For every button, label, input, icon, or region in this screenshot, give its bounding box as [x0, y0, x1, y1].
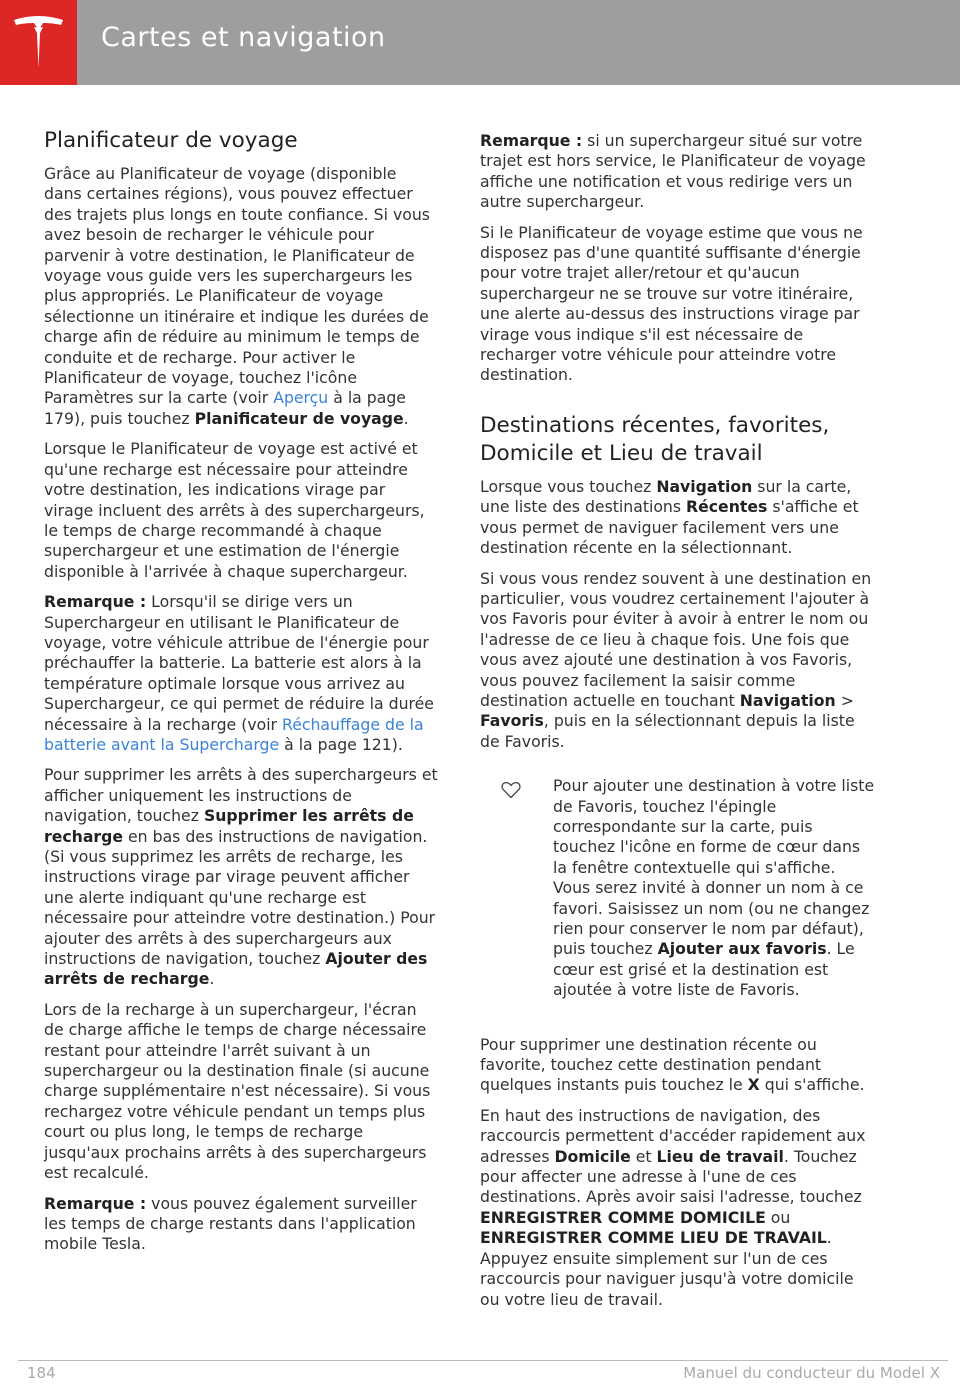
tip-text: Pour ajouter une destination à votre liste de Favoris, touchez l'épingle correspondante sur la carte, puis touchez l'icône en forme de cœur dans la fenêtre contextuelle qui s'affiche. Vous serez invité à donner un nom à ce favori. Saisissez un nom (ou ne changez rien pour conserver le nom par défaut), puis touchez Ajouter aux favoris. Le cœur est grisé et la destination est ajoutée à votre liste de Favoris.	[553, 776, 875, 1000]
note-label: Remarque :	[480, 131, 583, 150]
manual-title: Manuel du conducteur du Model X	[683, 1364, 940, 1382]
paragraph: Si vous vous rendez souvent à une destination en particulier, vous voudrez certainement l'ajouter à vos Favoris pour éviter à avoir à entrer le nom ou l'adresse de ce lieu à chaque fois. Une fois que vous avez ajouté une destination à vos Favoris, vous pouvez facilement la saisir comme destination actuelle en touchant Navigation > Favoris, puis en la sélectionnant depuis la liste de Favoris.	[480, 568, 872, 751]
note: Remarque : si un superchargeur situé sur votre trajet est hors service, le Planificateur de voyage affiche une notification et vous redirige vers un autre superchargeur.	[480, 131, 866, 212]
link-battery-preheat[interactable]: Réchauffage de la batterie avant la Supercharge	[44, 714, 424, 754]
paragraph: Si le Planificateur de voyage estime que vous ne disposez pas d'une quantité suffisante d'énergie pour votre trajet aller/retour et qu'aucun superchargeur ne se trouve sur votre itinéraire, une alerte au-dessus des instructions virage par virage vous indique s'il est nécessaire de recharger votre véhicule pour atteindre votre destination.	[480, 222, 863, 385]
footer-divider	[18, 1360, 948, 1361]
section-heading-destinations: Destinations récentes, favorites, Domicile et Lieu de travail	[480, 412, 830, 466]
section-heading-trip-planner: Planificateur de voyage	[44, 128, 298, 153]
link-apercu[interactable]: Aperçu	[273, 388, 329, 408]
heart-icon	[501, 781, 521, 799]
note: Remarque : Lorsqu'il se dirige vers un Superchargeur en utilisant le Planificateur de voyage, votre véhicule attribue de l'énergie pour préchauffer la batterie. La batterie est alors à la température optimale lorsque vous arrivez au Superchargeur, ce qui permet de réduire la durée nécessaire à la recharge (voir Réchauffage de la batterie avant la Supercharge à la page 121).	[44, 592, 434, 754]
left-column	[44, 127, 439, 1265]
paragraph: En haut des instructions de navigation, des raccourcis permettent d'accéder rapidement aux adresses Domicile et Lieu de travail. Touchez pour affecter une adresse à l'une de ces destinations. Après avoir saisi l'adresse, touchez ENREGISTRER COMME DOMICILE ou ENREGISTRER COMME LIEU DE TRAVAIL. Appuyez ensuite simplement sur l'un de ces raccourcis pour naviguer jusqu'à votre domicile ou votre lieu de travail.	[480, 1105, 866, 1309]
note-label: Remarque :	[44, 592, 147, 612]
chapter-title: Cartes et navigation	[101, 22, 386, 53]
tesla-logo-icon	[13, 16, 64, 69]
paragraph: Lorsque le Planificateur de voyage est activé et qu'une recharge est nécessaire pour atteindre votre destination, les indications virage par virage incluent des arrêts à des superchargeurs, le temps de charge recommandé à chaque superchargeur et une estimation de l'énergie disponible à l'arrivée à chaque superchargeur.	[44, 439, 425, 581]
paragraph: Lorsque vous touchez Navigation sur la carte, une liste des destinations Récentes s'affiche et vous permet de naviguer facilement vers une destination récente en la sélectionnant.	[480, 476, 859, 558]
chapter-header	[0, 0, 960, 85]
paragraph: Pour supprimer une destination récente ou favorite, touchez cette destination pendant quelques instants puis touchez le X qui s'affiche.	[480, 1034, 865, 1095]
paragraph: Lors de la recharge à un superchargeur, l'écran de charge affiche le temps de charge nécessaire restant pour atteindre l'arrêt suivant à un superchargeur ou la destination finale (si aucune charge supplémentaire n'est nécessaire). Si vous rechargez votre véhicule pendant un temps plus court ou plus long, le temps de recharge jusqu'aux prochains arrêts à des superchargeurs est recalculé.	[44, 999, 431, 1183]
logo-box	[0, 0, 77, 85]
note-label: Remarque :	[44, 1193, 147, 1213]
favorites-tip	[480, 776, 875, 1000]
page-number: 184	[27, 1364, 56, 1382]
paragraph: Grâce au Planificateur de voyage (disponible dans certaines régions), vous pouvez effectuer des trajets plus longs en toute confiance. Si vous avez besoin de recharger le véhicule pour parvenir à votre destination, le Planificateur de voyage vous guide vers les superchargeurs les plus appropriés. Le Planificateur de voyage sélectionne un itinéraire et indique les durées de charge afin de réduire au minimum le temps de conduite et de recharge. Pour activer le Planificateur de voyage, touchez l'icône Paramètres sur la carte (voir Aperçu à la page 179), puis touchez Planificateur de voyage.	[44, 164, 430, 428]
right-column	[480, 131, 875, 1320]
paragraph: Pour supprimer les arrêts à des superchargeurs et afficher uniquement les instructions de navigation, touchez Supprimer les arrêts de recharge en bas des instructions de navigation. (Si vous supprimez les arrêts de recharge, les instructions virage par virage peuvent afficher une alerte indiquant qu'une recharge est nécessaire pour atteindre votre destination.) Pour ajouter des arrêts à des superchargeurs aux instructions de navigation, touchez Ajouter des arrêts de recharge.	[44, 765, 438, 989]
note: Remarque : vous pouvez également surveiller les temps de charge restants dans l'application mobile Tesla.	[44, 1193, 417, 1254]
